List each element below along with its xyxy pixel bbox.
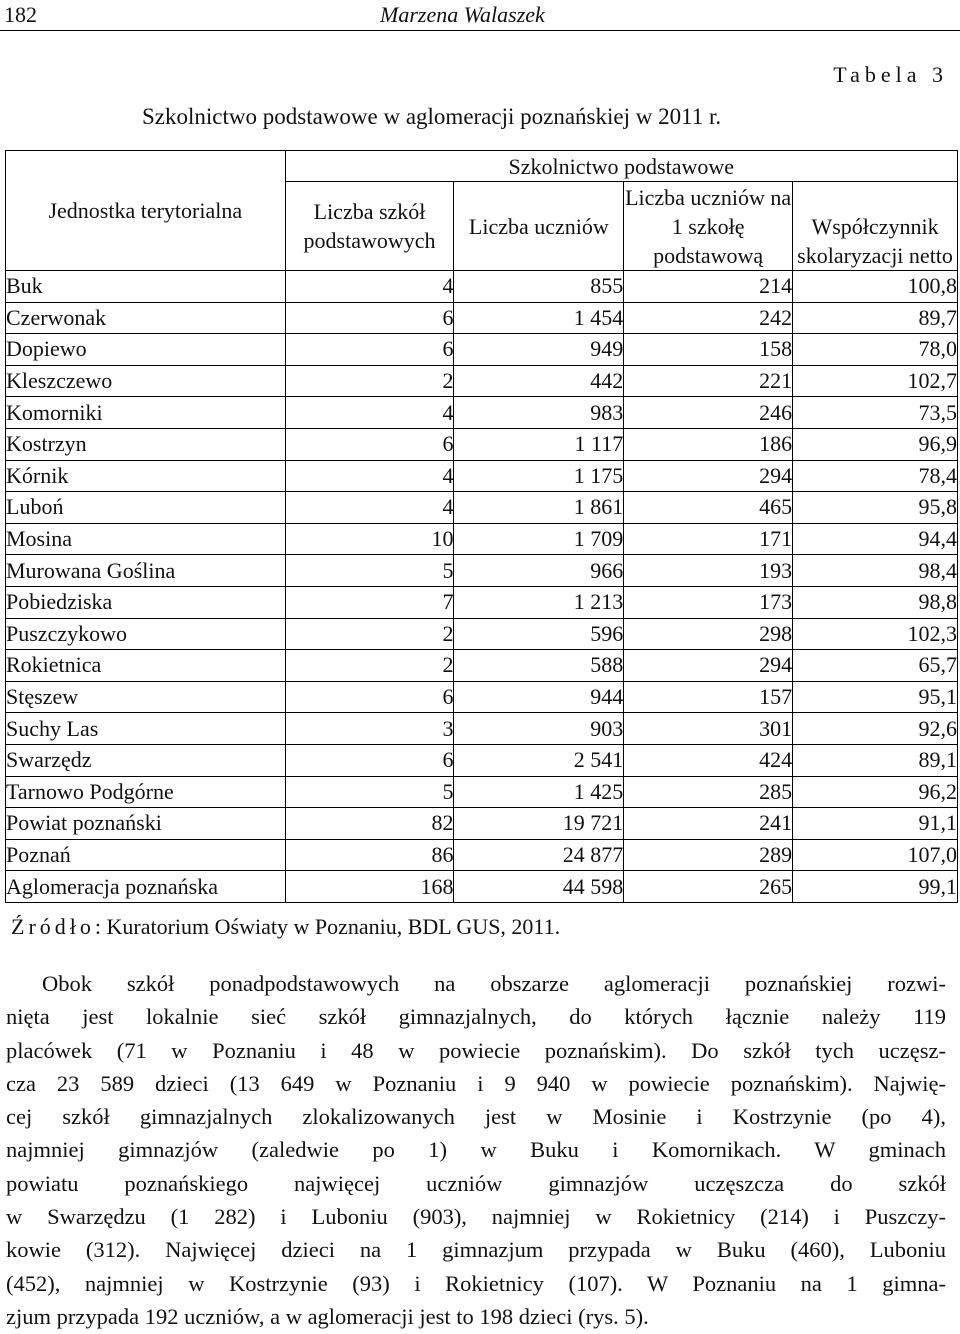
cell-enrolment-rate: 100,8 xyxy=(793,271,958,303)
cell-enrolment-rate: 91,1 xyxy=(793,808,958,840)
cell-pupils: 1 175 xyxy=(454,460,624,492)
cell-pupils-per-school: 294 xyxy=(624,460,793,492)
cell-schools: 6 xyxy=(285,334,454,366)
cell-enrolment-rate: 96,2 xyxy=(793,776,958,808)
cell-unit: Murowana Goślina xyxy=(6,555,286,587)
body-line: w Swarzędzu (1 282) i Luboniu (903), najmniej w Rokietnicy (214) i Puszczy- xyxy=(6,1204,946,1230)
body-line: nięta jest lokalnie sieć szkół gimnazjalnych, do których łącznie należy 119 xyxy=(6,1004,946,1030)
cell-pupils: 596 xyxy=(454,618,624,650)
table-source xyxy=(11,914,560,940)
cell-unit: Tarnowo Podgórne xyxy=(6,776,286,808)
cell-pupils-per-school: 241 xyxy=(624,808,793,840)
cell-pupils-per-school: 171 xyxy=(624,523,793,555)
cell-pupils: 1 117 xyxy=(454,428,624,460)
cell-pupils-per-school: 246 xyxy=(624,397,793,429)
cell-schools: 6 xyxy=(285,681,454,713)
table-row xyxy=(6,681,958,713)
table-row xyxy=(6,586,958,618)
cell-unit: Stęszew xyxy=(6,681,286,713)
cell-unit: Aglomeracja poznańska xyxy=(6,871,286,903)
cell-schools: 5 xyxy=(285,555,454,587)
cell-schools: 5 xyxy=(285,776,454,808)
body-line: powiatu poznańskiego najwięcej uczniów gimnazjów uczęszcza do szkół xyxy=(6,1170,946,1196)
source-label: Źródło xyxy=(11,914,95,939)
column-header-pupils-per-school: Liczba uczniów na 1 szkołę podstawową xyxy=(624,182,793,271)
cell-pupils: 1 213 xyxy=(454,586,624,618)
table-row xyxy=(6,397,958,429)
table-row xyxy=(6,618,958,650)
body-line: cza 23 589 dzieci (13 649 w Poznaniu i 9 940 w powiecie poznańskim). Najwię- xyxy=(6,1070,946,1096)
cell-enrolment-rate: 95,1 xyxy=(793,681,958,713)
cell-pupils-per-school: 221 xyxy=(624,365,793,397)
cell-pupils-per-school: 301 xyxy=(624,713,793,745)
cell-pupils: 1 861 xyxy=(454,492,624,524)
table-title: Szkolnictwo podstawowe w aglomeracji poznańskiej w 2011 r. xyxy=(142,104,722,129)
cell-pupils: 903 xyxy=(454,713,624,745)
column-header-pupils: Liczba uczniów xyxy=(454,182,624,271)
table-body xyxy=(6,271,958,903)
cell-schools: 168 xyxy=(285,871,454,903)
data-table xyxy=(5,150,958,903)
cell-unit: Puszczykowo xyxy=(6,618,286,650)
cell-unit: Dopiewo xyxy=(6,334,286,366)
table-row xyxy=(6,808,958,840)
cell-schools: 3 xyxy=(285,713,454,745)
column-header-schools: Liczba szkół podstawowych xyxy=(285,182,454,271)
cell-enrolment-rate: 65,7 xyxy=(793,650,958,682)
cell-schools: 4 xyxy=(285,397,454,429)
cell-unit: Kórnik xyxy=(6,460,286,492)
cell-pupils: 24 877 xyxy=(454,839,624,871)
cell-pupils: 1 709 xyxy=(454,523,624,555)
cell-schools: 7 xyxy=(285,586,454,618)
table-row xyxy=(6,776,958,808)
table-row xyxy=(6,523,958,555)
cell-enrolment-rate: 94,4 xyxy=(793,523,958,555)
body-line: (452), najmniej w Kostrzynie (93) i Rokietnicy (107). W Poznaniu na 1 gimna- xyxy=(6,1270,946,1296)
table-row xyxy=(6,839,958,871)
cell-pupils: 944 xyxy=(454,681,624,713)
cell-enrolment-rate: 99,1 xyxy=(793,871,958,903)
cell-schools: 10 xyxy=(285,523,454,555)
cell-pupils-per-school: 294 xyxy=(624,650,793,682)
group-header: Szkolnictwo podstawowe xyxy=(285,151,957,182)
cell-schools: 6 xyxy=(285,744,454,776)
table-row xyxy=(6,428,958,460)
cell-schools: 2 xyxy=(285,365,454,397)
cell-pupils: 1 454 xyxy=(454,302,624,334)
cell-unit: Luboń xyxy=(6,492,286,524)
body-line: cej szkół gimnazjalnych zlokalizowanych jest w Mosinie i Kostrzynie (po 4), xyxy=(6,1104,946,1130)
cell-pupils-per-school: 214 xyxy=(624,271,793,303)
table-row xyxy=(6,334,958,366)
cell-pupils-per-school: 186 xyxy=(624,428,793,460)
cell-unit: Kostrzyn xyxy=(6,428,286,460)
cell-pupils: 588 xyxy=(454,650,624,682)
cell-unit: Czerwonak xyxy=(6,302,286,334)
body-paragraph xyxy=(6,967,946,1333)
cell-pupils: 949 xyxy=(454,334,624,366)
body-line: kowie (312). Najwięcej dzieci na 1 gimnazjum przypada w Buku (460), Luboniu xyxy=(6,1237,946,1263)
cell-enrolment-rate: 95,8 xyxy=(793,492,958,524)
table-row xyxy=(6,271,958,303)
body-line: placówek (71 w Poznaniu i 48 w powiecie poznańskim). Do szkół tych uczęsz- xyxy=(6,1037,946,1063)
table-row xyxy=(6,744,958,776)
cell-pupils: 44 598 xyxy=(454,871,624,903)
cell-schools: 86 xyxy=(285,839,454,871)
cell-unit: Poznań xyxy=(6,839,286,871)
cell-pupils-per-school: 265 xyxy=(624,871,793,903)
cell-enrolment-rate: 102,3 xyxy=(793,618,958,650)
table-row xyxy=(6,871,958,903)
cell-unit: Powiat poznański xyxy=(6,808,286,840)
cell-pupils: 19 721 xyxy=(454,808,624,840)
cell-pupils: 983 xyxy=(454,397,624,429)
cell-pupils-per-school: 173 xyxy=(624,586,793,618)
cell-schools: 4 xyxy=(285,271,454,303)
column-header-enrolment-rate: Współczynnik skolaryzacji netto xyxy=(793,182,958,271)
cell-pupils: 1 425 xyxy=(454,776,624,808)
cell-pupils-per-school: 242 xyxy=(624,302,793,334)
cell-enrolment-rate: 102,7 xyxy=(793,365,958,397)
cell-pupils-per-school: 289 xyxy=(624,839,793,871)
cell-schools: 2 xyxy=(285,650,454,682)
table-row xyxy=(6,650,958,682)
source-text: : Kuratorium Oświaty w Poznaniu, BDL GUS, 2011. xyxy=(94,914,561,939)
cell-schools: 6 xyxy=(285,428,454,460)
cell-pupils-per-school: 193 xyxy=(624,555,793,587)
body-line: Obok szkół ponadpodstawowych na obszarze aglomeracji poznańskiej rozwi- xyxy=(42,971,946,996)
cell-pupils-per-school: 298 xyxy=(624,618,793,650)
cell-enrolment-rate: 98,8 xyxy=(793,586,958,618)
cell-pupils-per-school: 285 xyxy=(624,776,793,808)
cell-pupils-per-school: 158 xyxy=(624,334,793,366)
cell-pupils: 966 xyxy=(454,555,624,587)
body-line: najmniej gimnazjów (zaledwie po 1) w Buku i Komornikach. W gminach xyxy=(6,1137,946,1163)
table-row xyxy=(6,460,958,492)
cell-pupils-per-school: 424 xyxy=(624,744,793,776)
table-row xyxy=(6,555,958,587)
cell-unit: Rokietnica xyxy=(6,650,286,682)
cell-pupils-per-school: 157 xyxy=(624,681,793,713)
cell-unit: Kleszczewo xyxy=(6,365,286,397)
table-row xyxy=(6,492,958,524)
cell-schools: 4 xyxy=(285,492,454,524)
cell-schools: 6 xyxy=(285,302,454,334)
cell-pupils: 855 xyxy=(454,271,624,303)
cell-enrolment-rate: 78,4 xyxy=(793,460,958,492)
cell-enrolment-rate: 73,5 xyxy=(793,397,958,429)
running-head-author: Marzena Walaszek xyxy=(380,2,545,27)
cell-pupils: 2 541 xyxy=(454,744,624,776)
cell-enrolment-rate: 92,6 xyxy=(793,713,958,745)
cell-unit: Suchy Las xyxy=(6,713,286,745)
cell-unit: Swarzędz xyxy=(6,744,286,776)
column-header-unit: Jednostka terytorialna xyxy=(6,151,286,271)
body-line: zjum przypada 192 uczniów, a w aglomeracji jest to 198 dzieci (rys. 5). xyxy=(6,1303,649,1329)
table-label: Tabela 3 xyxy=(833,62,948,87)
cell-unit: Mosina xyxy=(6,523,286,555)
table-row xyxy=(6,713,958,745)
page-number: 182 xyxy=(4,2,37,27)
cell-unit: Komorniki xyxy=(6,397,286,429)
cell-schools: 2 xyxy=(285,618,454,650)
cell-unit: Pobiedziska xyxy=(6,586,286,618)
table-row xyxy=(6,365,958,397)
table-row xyxy=(6,302,958,334)
cell-enrolment-rate: 98,4 xyxy=(793,555,958,587)
cell-pupils-per-school: 465 xyxy=(624,492,793,524)
cell-schools: 4 xyxy=(285,460,454,492)
cell-enrolment-rate: 107,0 xyxy=(793,839,958,871)
cell-enrolment-rate: 89,1 xyxy=(793,744,958,776)
cell-enrolment-rate: 96,9 xyxy=(793,428,958,460)
cell-pupils: 442 xyxy=(454,365,624,397)
cell-enrolment-rate: 78,0 xyxy=(793,334,958,366)
cell-enrolment-rate: 89,7 xyxy=(793,302,958,334)
cell-unit: Buk xyxy=(6,271,286,303)
cell-schools: 82 xyxy=(285,808,454,840)
running-head xyxy=(0,0,960,31)
